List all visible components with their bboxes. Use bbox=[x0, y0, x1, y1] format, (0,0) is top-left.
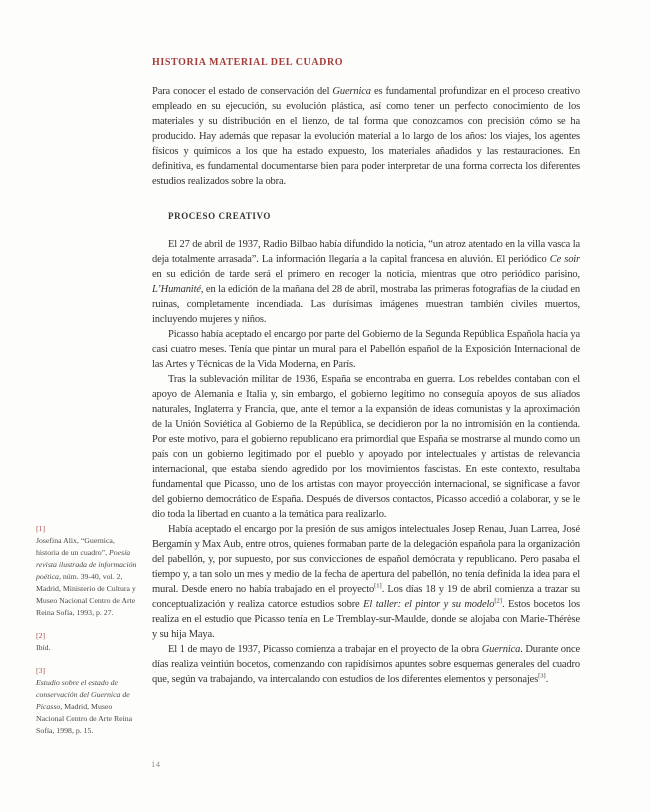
footnote-text: Ibíd. bbox=[36, 643, 51, 653]
paragraph: El 1 de mayo de 1937, Picasso comienza a trabajar en el proyecto de la obra Guernica. Durante once días realiza veintiún bocetos, comenzando con rapidísimos apuntes sobre esquemas generales del cuadro que, según va trabajando, va intercalando con estudios de los diferentes elementos y personajes[3]. bbox=[152, 644, 580, 685]
footnote bbox=[36, 665, 138, 737]
page-number: 14 bbox=[151, 759, 161, 769]
paragraph: El 27 de abril de 1937, Radio Bilbao había difundido la noticia, “un atroz atentado en la villa vasca la deja totalmente arrasada”. La información llegaría a la capital francesa en aluvión. El periódico Ce soir en su edición de tarde será el primero en recoger la noticia, mientras que otro periódico parisino, L’Humanité, en la edición de la mañana del 28 de abril, mostraba las primeras fotografías de la ciudad en ruinas, completamente incendiada. Las durísimas imágenes muestran también civiles muertos, incluyendo mujeres y niños. bbox=[152, 239, 580, 325]
footnote-number: [2] bbox=[36, 630, 46, 640]
subsection-heading: PROCESO CREATIVO bbox=[168, 211, 272, 221]
section-heading: HISTORIA MATERIAL DEL CUADRO bbox=[152, 57, 344, 68]
footnotes-column bbox=[36, 523, 138, 737]
footnote bbox=[36, 630, 138, 654]
paragraph: Picasso había aceptado el encargo por parte del Gobierno de la Segunda República Española hacía ya casi cuatro meses. Tenía que pintar un mural para el Pabellón español de la Exposición Internacional de las Artes y Técnicas de la Vida Moderna, en París. bbox=[152, 329, 580, 370]
footnote-number: [1] bbox=[36, 524, 46, 533]
footnote-text: Estudio sobre el estado de conservación del Guernica de Picasso, Madrid, Museo Nacional Centro de Arte Reina Sofía, 1998, p. 15. bbox=[36, 678, 133, 736]
paragraph-intro: Para conocer el estado de conservación del Guernica es fundamental profundizar en el proceso creativo empleado en su ejecución, su evolución plástica, así como tener un perfecto conocimiento de los materiales y su distribución en el lienzo, de tal forma que conozcamos con precisión cómo se ha producido. Hay además que repasar la evolución material a lo largo de los años: los viajes, los agentes físicos y químicos a los que ha estado expuesto, los materiales añadidos y las restauraciones. En definitiva, es fundamental documentarse bien para poder interpretar de una forma correcta los diferentes estudios realizados sobre la obra. bbox=[152, 86, 580, 187]
footnote-number: [3] bbox=[36, 666, 46, 676]
paragraph: Había aceptado el encargo por la presión de sus amigos intelectuales Josep Renau, Juan Larrea, José Bergamín y Max Aub, entre otros, quienes formaban parte de la delegación española para la organización del pabellón, y, por supuesto, por sus convicciones de español demócrata y republicano. Pero pasaba el tiempo y, a tan solo un mes y medio de la fecha de apertura del pabellón, no tenía definida la idea para el mural. Desde enero no había trabajado en el proyecto[1]. Los días 18 y 19 de abril comienza a trazar su conceptualización y realiza catorce estudios sobre El taller: el pintor y su modelo[2]. Estos bocetos los realiza en el estudio que Picasso tenía en Le Tremblay-sur-Maulde, donde se alojaba con Marie-Thérèse y su hija Maya. bbox=[152, 524, 580, 640]
paragraph: Tras la sublevación militar de 1936, España se encontraba en guerra. Los rebeldes contaban con el apoyo de Alemania e Italia y, sin embargo, el gobierno legítimo no conseguía apoyos de sus aliados naturales, Inglaterra y Francia, que, ante el temor a la expansión de ideas comunistas y la aproximación de la Unión Soviética al Gobierno de la República, se decidieron por la no intromisión en la contienda. Por este motivo, para el gobierno republicano era primordial que España se mostrarse al mundo como un país con un gobierno legitimado por el pueblo y apoyado por intelectuales y artistas de relevancia internacional, que estaba siendo agredido por los movimientos fascistas. En este contexto, resultaba fundamental que Picasso, uno de los artistas con mayor proyección internacional, se significase a favor del gobierno democrático de España. Después de diversos contactos, Picasso accedió a colaborar, y se le dio toda la libertad en cuanto a la temática para realizarlo. bbox=[152, 374, 580, 520]
main-text-column bbox=[152, 57, 580, 687]
footnote bbox=[36, 523, 138, 619]
footnote-text: Josefina Alix, “Guernica, historia de un cuadro”, Poesía revista ilustrada de información poética, núm. 39-40, vol. 2, Madrid, Ministerio de Cultura y Museo Nacional Centro de Arte Reina Sofía, 1993, p. 27. bbox=[36, 536, 137, 617]
